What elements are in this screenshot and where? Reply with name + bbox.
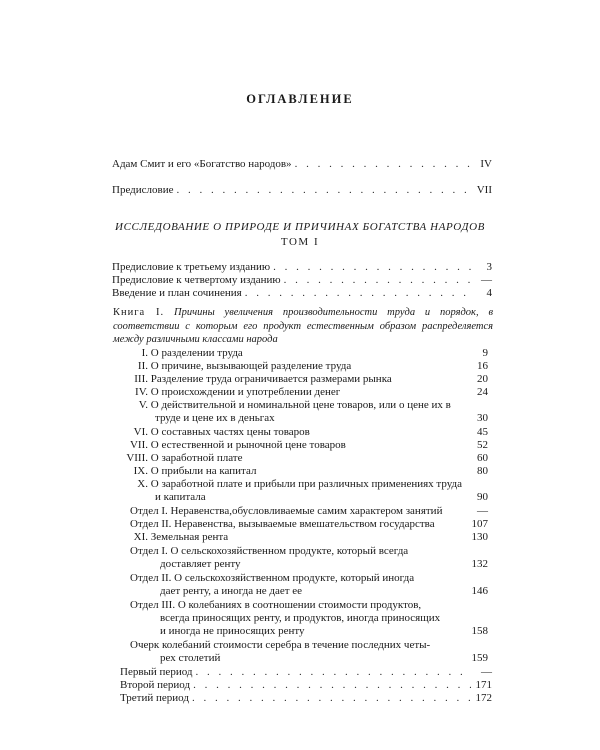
volume-title: ТОМ I [280, 236, 320, 248]
chapter-row: III. Разделение труда ограничивается размерами рынка [134, 373, 392, 385]
section-row-cont: и иногда не приносящих ренту [160, 625, 305, 637]
section-row-cont: рех столетий [160, 652, 221, 664]
page-number: 30 [477, 412, 488, 424]
section-row-cont: дает ренту, а иногда не дает ее [160, 585, 303, 597]
chapter-row: XI. Земельная рента [133, 531, 229, 543]
toc-entry-smith: Адам Смит и его «Богатство народов» . . . IV [112, 158, 492, 171]
work-title: ИССЛЕДОВАНИЕ О ПРИРОДЕ И ПРИЧИНАХ БОГАТСТВА НАРОДОВ [115, 221, 485, 233]
chapter-row: II. О причине, вызывающей разделение труда [137, 360, 352, 372]
page-number: 90 [477, 491, 488, 503]
page-number: 20 [477, 373, 488, 385]
page-number: 146 [471, 585, 488, 597]
chapter-row: V. О действительной и номинальной цене товаров, или о цене их в [138, 399, 451, 411]
period-row: Третий период . . . 172 [120, 692, 492, 705]
section-row-cont: доставляет ренту [160, 558, 241, 570]
chapter-row: VII. О естественной и рыночной цене товаров [129, 439, 346, 451]
section-row-cont: всегда приносящих ренту, и продуктов, иногда приносящих [160, 612, 441, 624]
section-row: Отдел II. Неравенства, вызываемые вмешательством государства [130, 518, 435, 530]
page-number: 80 [477, 465, 488, 477]
section-row: Отдел I. Неравенства,обусловливаемые самим характером занятий [130, 505, 443, 517]
page-number: 24 [477, 386, 488, 398]
chapter-row: I. О разделении труда [141, 347, 243, 359]
section-row: Очерк колебаний стоимости серебра в течение последних четы- [130, 639, 431, 651]
chapter-row: VI. О составных частях цены товаров [133, 426, 310, 438]
section-row: Отдел III. О колебаниях в соотношении стоимости продуктов, [130, 599, 422, 611]
section-row: Отдел II. О сельскохозяйственном продукте, который иногда [130, 572, 415, 584]
section-row: Отдел I. О сельскохозяйственном продукте, который всегда [130, 545, 409, 557]
chapter-row: IX. О прибыли на капитал [133, 465, 257, 477]
toc-entry-intro-1: Предисловие к третьему изданию . . . 3 [112, 261, 492, 274]
page-number: 60 [477, 452, 488, 464]
toc-entry-intro-2: Предисловие к четвертому изданию . . . — [112, 274, 492, 287]
chapter-row: IV. О происхождении и употреблении денег [135, 386, 341, 398]
period-row: Первый период . . . — [120, 666, 492, 679]
book-heading: Книга I. Причины увеличения производительности труда и порядок, в соответствии с которым его продукт естественным образом распределяется между различными классами народа [113, 307, 494, 345]
chapter-row-cont: и капитала [155, 491, 206, 503]
page-title: ОГЛАВЛЕНИЕ [246, 92, 354, 106]
page-number: 158 [471, 625, 488, 637]
page-number: 45 [477, 426, 488, 438]
page-number: 107 [471, 518, 488, 530]
chapter-row-cont: труде и цене их в деньгах [155, 412, 275, 424]
toc-entry-preface: Предисловие . . . VII [112, 184, 492, 197]
period-row: Второй период . . . 171 [120, 679, 492, 692]
page-number: 16 [477, 360, 488, 372]
page-number: 130 [471, 531, 488, 543]
page-number: 52 [477, 439, 488, 451]
page-number: 132 [471, 558, 488, 570]
page-number: — [477, 505, 488, 517]
page-number: 9 [482, 347, 488, 359]
chapter-row: X. О заработной плате и прибыли при различных применениях труда [137, 478, 463, 490]
toc-entry-intro-3: Введение и план сочинения . . . 4 [112, 287, 492, 300]
chapter-row: VIII. О заработной плате [126, 452, 243, 464]
page-number: 159 [471, 652, 488, 664]
